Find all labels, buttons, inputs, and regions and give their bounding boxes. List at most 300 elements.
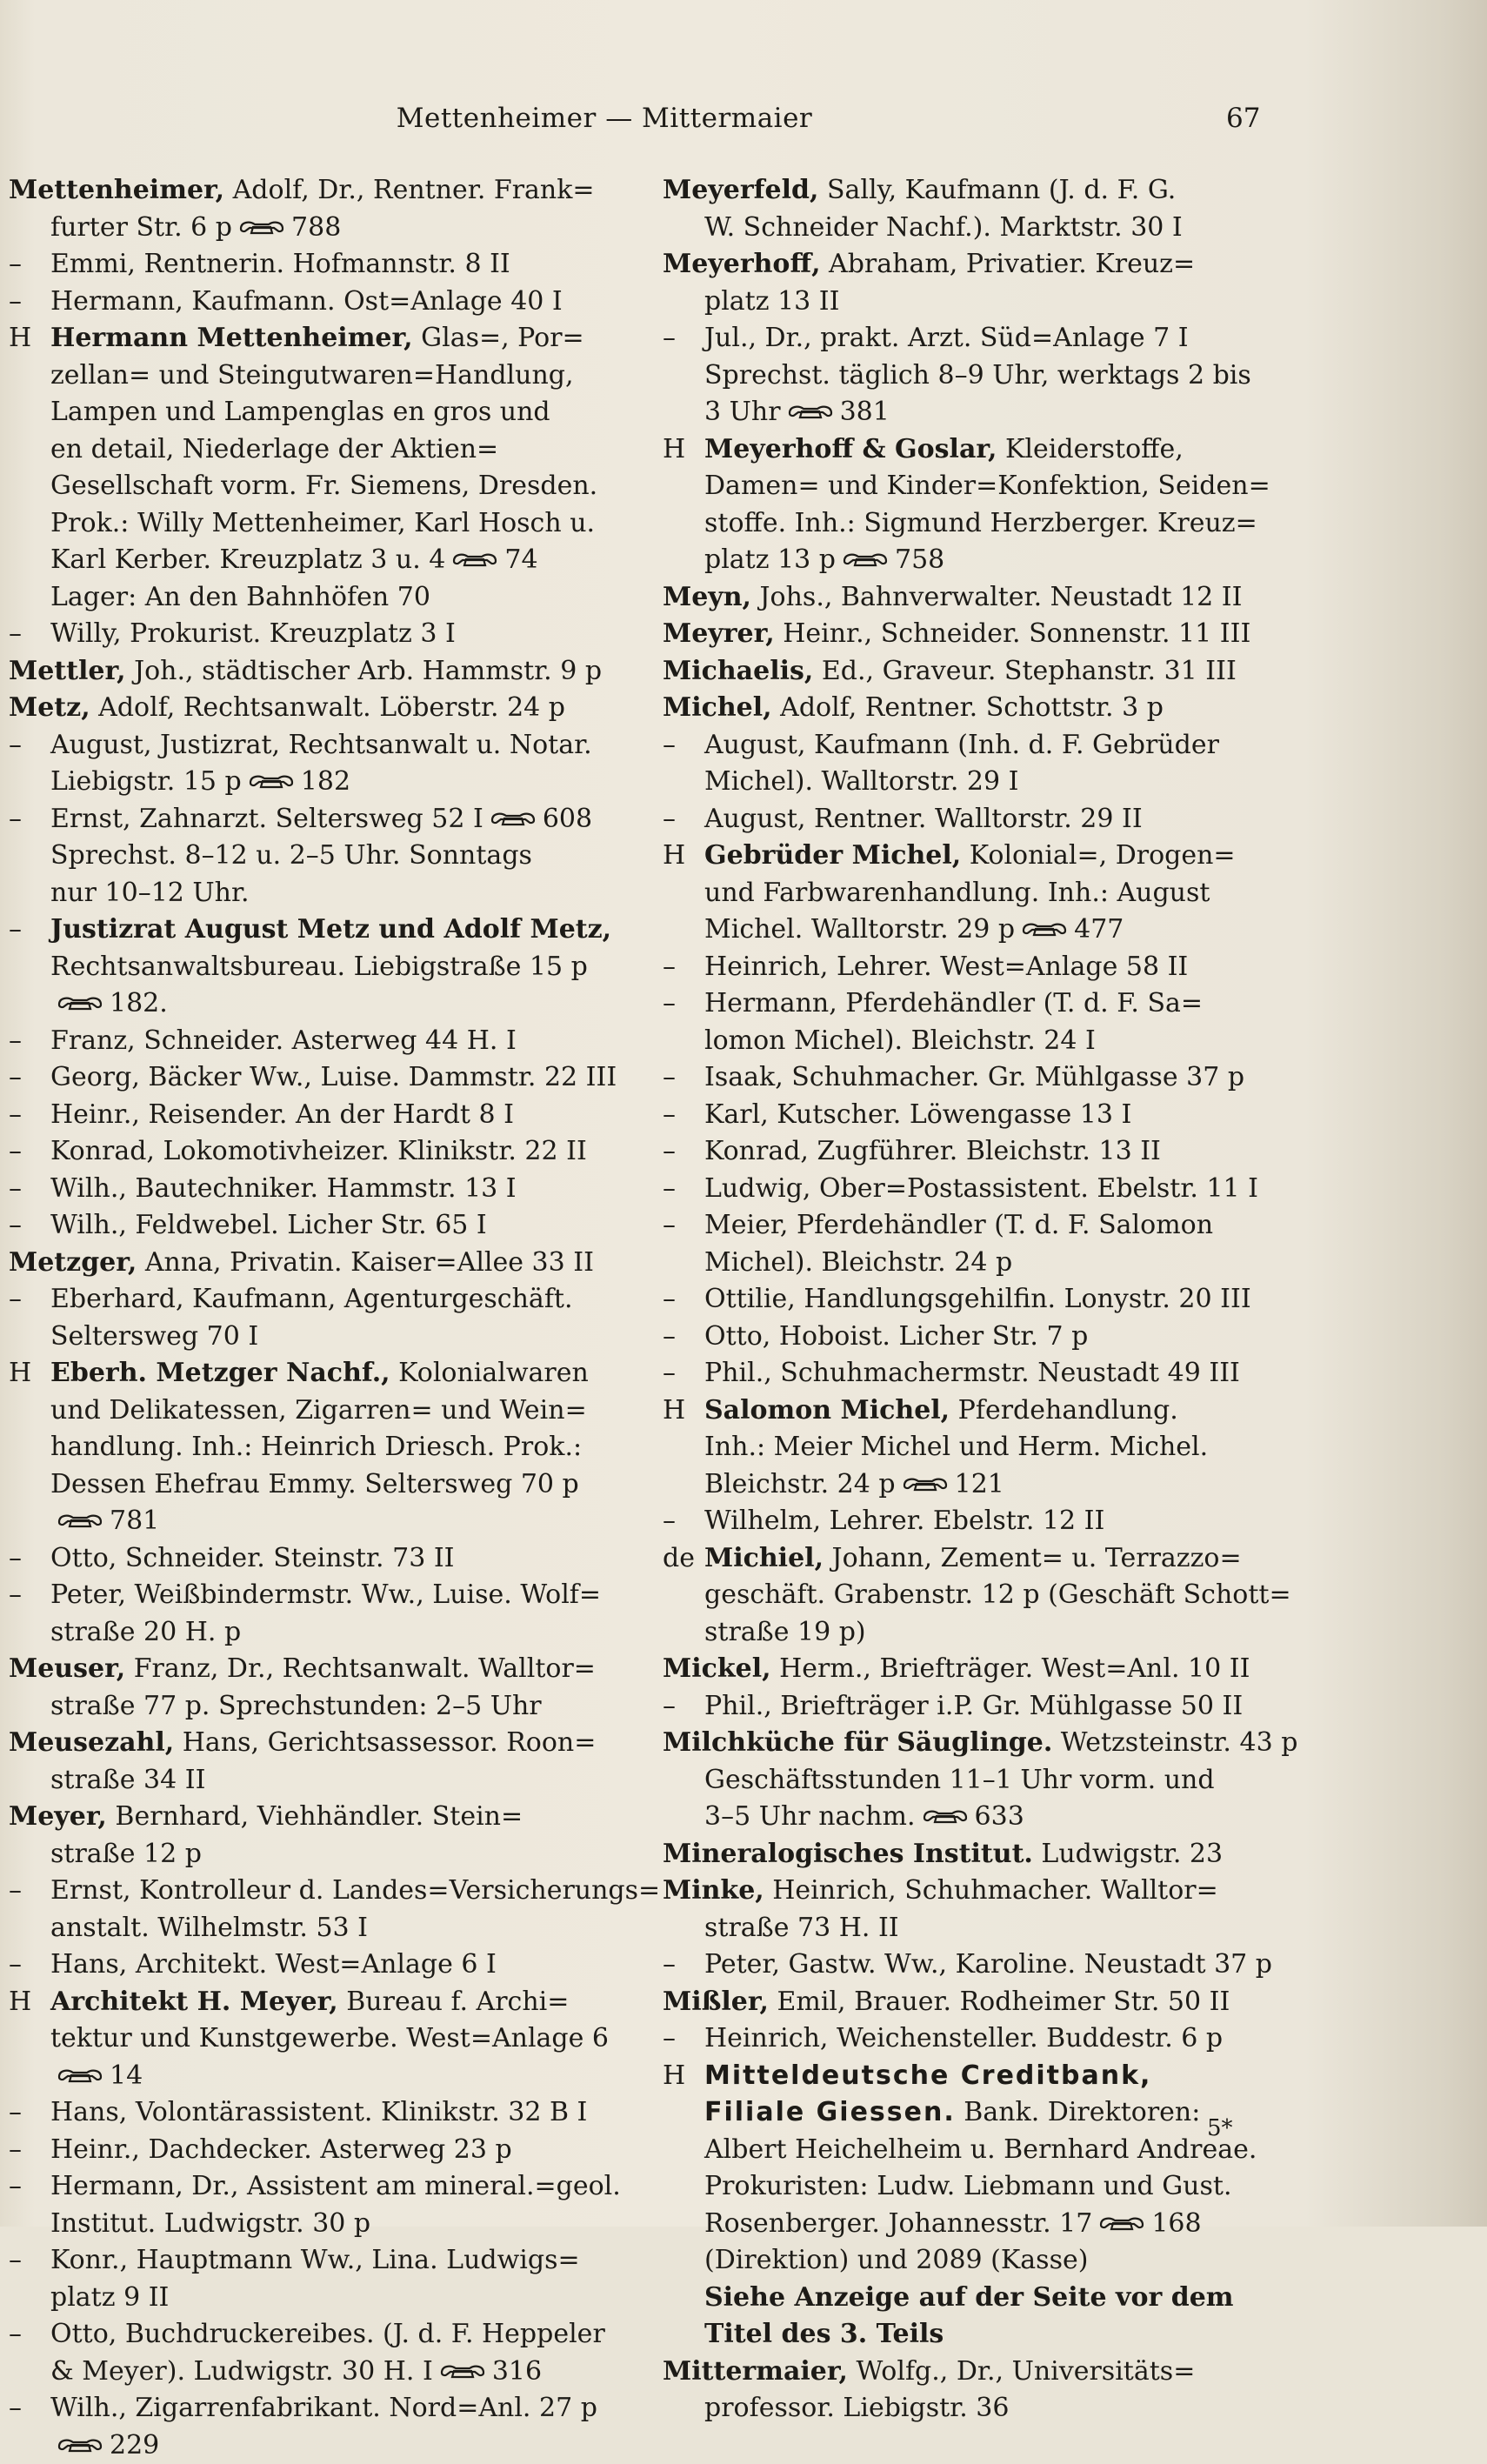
entry-text: zellan= und Steingutwaren=Handlung, [50, 360, 574, 391]
entry-text: straße 34 II [50, 1765, 205, 1795]
surname: Minke, [663, 1875, 764, 1906]
telephone-icon [1020, 920, 1069, 938]
directory-entry-line [663, 2354, 1271, 2391]
entry-text: Kolonialwaren [390, 1358, 589, 1388]
directory-entry-line [663, 394, 1271, 431]
directory-entry-line [663, 542, 1271, 579]
surname: Meusezahl, [9, 1727, 174, 1758]
entry-text: Ernst, Kontrolleur d. Landes=Versicherungs= [50, 1875, 660, 1906]
entry-text: Michel). Walltorstr. 29 I [704, 766, 1018, 797]
ditto-dash: – [663, 1059, 704, 1097]
surname: Mißler, [663, 1987, 769, 2017]
directory-entry-line [9, 1688, 617, 1726]
ditto-dash: – [663, 1503, 704, 1540]
entry-text: Adolf, Rentner. Schottstr. 3 p [772, 692, 1164, 723]
entry-text: lomon Michel). Bleichstr. 24 I [704, 1025, 1096, 1056]
phone-number: 381 [840, 397, 890, 427]
entry-text: straße 77 p. Sprechstunden: 2–5 Uhr [50, 1691, 542, 1721]
entry-text: straße 12 p [50, 1839, 202, 1869]
entry-text: August, Kaufmann (Inh. d. F. Gebrüder [704, 730, 1219, 760]
firm-name: Eberh. Metzger Nachf., [50, 1358, 390, 1388]
telephone-icon [56, 2067, 104, 2084]
entry-text: Adolf, Rechtsanwalt. Löberstr. 24 p [90, 692, 565, 723]
telephone-icon [56, 994, 104, 1012]
ditto-dash: – [9, 246, 50, 284]
entry-text: Willy, Prokurist. Kreuzplatz 3 I [50, 618, 456, 649]
entry-text: Emil, Brauer. Rodheimer Str. 50 II [769, 1987, 1230, 2017]
entry-text: platz 13 p [704, 544, 836, 575]
surname: Mittermaier, [663, 2356, 848, 2387]
directory-entry-line [663, 246, 1271, 284]
phone-number: 316 [492, 2356, 542, 2387]
entry-text: Wetzsteinstr. 43 p [1052, 1727, 1297, 1758]
firm-name: Siehe Anzeige auf der Seite vor dem [704, 2282, 1234, 2313]
entry-text: Rosenberger. Johannesstr. 17 [704, 2208, 1092, 2239]
directory-entry-line [9, 246, 617, 284]
directory-entry-line [663, 1392, 1271, 1430]
directory-entry-line [9, 1762, 617, 1800]
directory-entry-line [9, 431, 617, 469]
ditto-dash: – [663, 1097, 704, 1134]
entry-text: professor. Liebigstr. 36 [704, 2393, 1009, 2423]
directory-entry-line [663, 357, 1271, 395]
phone-number: 758 [895, 544, 944, 575]
entry-text: Konr., Hauptmann Ww., Lina. Ludwigs= [50, 2245, 580, 2275]
directory-entry-line [9, 727, 617, 765]
entry-text: Rechtsanwaltsbureau. Liebigstraße 15 p [50, 952, 588, 982]
surname: Michiel, [704, 1543, 824, 1573]
directory-entry-line [663, 690, 1271, 727]
entry-text: Pferdehandlung. [950, 1395, 1178, 1426]
directory-entry-line [663, 1023, 1271, 1060]
ditto-dash: – [9, 1023, 50, 1060]
phone-number: 477 [1074, 914, 1124, 945]
entry-text: Meier, Pferdehändler (T. d. F. Salomon [704, 1210, 1213, 1240]
telephone-icon [450, 551, 499, 568]
ditto-dash: – [9, 1171, 50, 1208]
telephone-icon [921, 1807, 970, 1825]
surname: Meyerfeld, [663, 175, 818, 205]
directory-entry-line [663, 2132, 1271, 2169]
entry-text: Franz, Dr., Rechtsanwalt. Walltor= [125, 1653, 596, 1684]
ditto-dash: – [9, 2390, 50, 2427]
directory-entry-line [9, 2020, 617, 2058]
directory-entry-line [663, 653, 1271, 691]
phone-number: 633 [975, 1801, 1024, 1832]
directory-entry-line [663, 1910, 1271, 1947]
directory-entry-line [9, 579, 617, 617]
directory-entry-line [9, 1725, 617, 1762]
firm-name: Hermann Mettenheimer, [50, 323, 413, 353]
entry-text: Ernst, Zahnarzt. Seltersweg 52 I [50, 804, 483, 834]
directory-entry-line [9, 616, 617, 653]
directory-entry-line [9, 1503, 617, 1540]
entry-text: und Delikatessen, Zigarren= und Wein= [50, 1395, 587, 1426]
entry-text: Liebigstr. 15 p [50, 766, 242, 797]
directory-entry-line [9, 1614, 617, 1652]
directory-entry-line [663, 911, 1271, 949]
directory-entry-line [663, 1651, 1271, 1688]
directory-entry-line [9, 320, 617, 357]
entry-text: Prok.: Willy Mettenheimer, Karl Hosch u. [50, 508, 595, 538]
directory-entry-line [9, 2168, 617, 2206]
phone-number: 74 [504, 544, 537, 575]
directory-entry-line [9, 801, 617, 838]
surname: Meyerhoff, [663, 249, 821, 279]
entry-text: Jul., Dr., prakt. Arzt. Süd=Anlage 7 I [704, 323, 1189, 353]
entry-text: handlung. Inh.: Heinrich Driesch. Prok.: [50, 1432, 582, 1462]
directory-entry-line [9, 1171, 617, 1208]
entry-text: anstalt. Wilhelmstr. 53 I [50, 1913, 368, 1943]
commercial-register-mark: H [9, 320, 50, 357]
entry-text: straße 20 H. p [50, 1617, 241, 1647]
entry-text: 229 [110, 2430, 159, 2461]
ditto-dash: – [9, 1577, 50, 1614]
entry-text: platz 9 II [50, 2282, 169, 2313]
surname: Meyrer, [663, 618, 775, 649]
directory-entry-line [9, 1319, 617, 1356]
surname: Mettler, [9, 656, 126, 686]
entry-text: furter Str. 6 p [50, 212, 232, 243]
page-number: 67 [1226, 103, 1260, 134]
directory-entry-line [663, 431, 1271, 469]
directory-entry-line [9, 1799, 617, 1836]
directory-entry-line [9, 2390, 617, 2427]
directory-entry-line [9, 2242, 617, 2280]
directory-entry-line [663, 1984, 1271, 2021]
ditto-dash: – [9, 1059, 50, 1097]
directory-entry-line [663, 2280, 1271, 2317]
entry-text: Hans, Gerichtsassessor. Roon= [174, 1727, 596, 1758]
ditto-dash: – [663, 320, 704, 357]
entry-text: nur 10–12 Uhr. [50, 878, 250, 908]
directory-entry-line [9, 1133, 617, 1171]
directory-entry-line [663, 505, 1271, 543]
ditto-dash: – [663, 1355, 704, 1392]
ditto-dash: – [9, 284, 50, 321]
entry-text: Sally, Kaufmann (J. d. F. G. [818, 175, 1176, 205]
phone-number: 182 [301, 766, 350, 797]
directory-entry-line [9, 1577, 617, 1614]
directory-entry-line [663, 1355, 1271, 1392]
entry-text: straße 19 p) [704, 1617, 866, 1647]
telephone-icon [786, 403, 835, 420]
directory-entry-line [9, 468, 617, 505]
telephone-icon [56, 2436, 104, 2454]
entry-text: Ludwigstr. 23 [1033, 1839, 1223, 1869]
ditto-dash: – [663, 801, 704, 838]
entry-text: Wilh., Zigarrenfabrikant. Nord=Anl. 27 p [50, 2393, 597, 2423]
entry-text: Heinr., Schneider. Sonnenstr. 11 III [775, 618, 1251, 649]
directory-entry-line [9, 838, 617, 875]
directory-entry-line [663, 210, 1271, 247]
directory-entry-line [9, 1059, 617, 1097]
entry-text: Ludwig, Ober=Postassistent. Ebelstr. 11 I [704, 1173, 1258, 1204]
ditto-dash: – [663, 985, 704, 1023]
entry-text: und Farbwarenhandlung. Inh.: August [704, 878, 1210, 908]
entry-text: Eberhard, Kaufmann, Agenturgeschäft. [50, 1284, 573, 1314]
entry-text: Ottilie, Handlungsgehilfin. Lonystr. 20 III [704, 1284, 1251, 1314]
entry-text: Wilhelm, Lehrer. Ebelstr. 12 II [704, 1506, 1104, 1536]
entry-text: Bleichstr. 24 p [704, 1469, 896, 1499]
entry-text: Otto, Hoboist. Licher Str. 7 p [704, 1321, 1088, 1352]
directory-entry-line [9, 1466, 617, 1504]
entry-text: Phil., Briefträger i.P. Gr. Mühlgasse 50 II [704, 1691, 1243, 1721]
directory-entry-line [9, 394, 617, 431]
directory-entry-line [9, 2427, 617, 2464]
telephone-icon [901, 1475, 950, 1492]
commercial-register-mark: H [663, 2058, 704, 2095]
directory-entry-line [663, 1614, 1271, 1652]
entry-text: Glas=, Por= [413, 323, 584, 353]
entry-text: straße 73 H. II [704, 1913, 899, 1943]
directory-entry-line [9, 1281, 617, 1319]
entry-text: Inh.: Meier Michel und Herm. Michel. [704, 1432, 1208, 1462]
entry-text: Peter, Gastw. Ww., Karoline. Neustadt 37 p [704, 1949, 1272, 1980]
entry-text: Prokuristen: Ludw. Liebmann und Gust. [704, 2171, 1231, 2201]
entry-text: Hermann, Pferdehändler (T. d. F. Sa= [704, 988, 1203, 1018]
surname: Mickel, [663, 1653, 771, 1684]
ditto-dash: – [9, 2132, 50, 2169]
directory-entry-line [9, 1651, 617, 1688]
entry-text: Bernhard, Viehhändler. Stein= [107, 1801, 523, 1832]
surname: Mettenheimer, [9, 175, 224, 205]
directory-entry-line [9, 2316, 617, 2354]
phone-number: 608 [543, 804, 592, 834]
entry-text: Hermann, Kaufmann. Ost=Anlage 40 I [50, 286, 563, 317]
directory-entry-line [663, 1762, 1271, 1800]
entry-text: Konrad, Zugführer. Bleichstr. 13 II [704, 1136, 1161, 1166]
entry-text: Heinrich, Schuhmacher. Walltor= [764, 1875, 1218, 1906]
commercial-register-mark: H [663, 838, 704, 875]
entry-text: Hermann, Dr., Assistent am mineral.=geol. [50, 2171, 621, 2201]
ditto-dash: – [9, 1946, 50, 1984]
entry-text: Institut. Ludwigstr. 30 p [50, 2208, 370, 2239]
directory-entry-line [663, 579, 1271, 617]
directory-entry-line [663, 1466, 1271, 1504]
surname: Meyer, [9, 1801, 107, 1832]
entry-text: Karl Kerber. Kreuzplatz 3 u. 4 [50, 544, 445, 575]
directory-entry-line [663, 172, 1271, 210]
entry-text: Phil., Schuhmachermstr. Neustadt 49 III [704, 1358, 1240, 1388]
directory-entry-line [9, 1392, 617, 1430]
ditto-dash: – [663, 1281, 704, 1319]
ditto-dash: – [9, 2242, 50, 2280]
directory-entry-line [663, 1503, 1271, 1540]
directory-entry-line [663, 764, 1271, 801]
directory-entry-line [663, 1097, 1271, 1134]
entry-text: Kleiderstoffe, [997, 434, 1183, 464]
entry-text: Dessen Ehefrau Emmy. Seltersweg 70 p [50, 1469, 579, 1499]
entry-text: platz 13 II [704, 286, 840, 317]
entry-text: Abraham, Privatier. Kreuz= [821, 249, 1196, 279]
directory-entry-line [9, 653, 617, 691]
entry-text: Otto, Schneider. Steinstr. 73 II [50, 1543, 455, 1573]
running-title: Mettenheimer — Mittermaier [387, 103, 822, 134]
surname: Meuser, [9, 1653, 125, 1684]
entry-text: Albert Heichelheim u. Bernhard Andreae. [704, 2134, 1257, 2165]
ditto-dash: – [9, 727, 50, 765]
directory-entry-line [663, 875, 1271, 912]
entry-text: Sprechst. 8–12 u. 2–5 Uhr. Sonntags [50, 840, 532, 871]
directory-entry-line [9, 1984, 617, 2021]
directory-entry-line [9, 985, 617, 1023]
bank-name: Mitteldeutsche Creditbank, [704, 2060, 1151, 2091]
ditto-dash: – [663, 1171, 704, 1208]
directory-entry-line [663, 2316, 1271, 2354]
directory-entry-line [9, 2132, 617, 2169]
directory-entry-line [663, 468, 1271, 505]
directory-entry-line [9, 875, 617, 912]
directory-entry-line [663, 2058, 1271, 2095]
ditto-dash: – [9, 801, 50, 838]
ditto-dash: – [663, 2020, 704, 2058]
entry-text: Heinr., Dachdecker. Asterweg 23 p [50, 2134, 512, 2165]
surname: Milchküche für Säuglinge. [663, 1727, 1052, 1758]
entry-text: 182. [110, 988, 168, 1018]
directory-entry-line [9, 2058, 617, 2095]
surname: Michel, [663, 692, 772, 723]
ditto-dash: – [9, 2094, 50, 2132]
directory-entry-line [663, 727, 1271, 765]
directory-entry-line [9, 1873, 617, 1910]
surname: Mineralogisches Institut. [663, 1839, 1033, 1869]
entry-text: 3 Uhr [704, 397, 781, 427]
entry-text: Gesellschaft vorm. Fr. Siemens, Dresden. [50, 471, 597, 501]
directory-entry-line [9, 284, 617, 321]
telephone-icon [237, 218, 286, 236]
directory-entry-line [663, 1133, 1271, 1171]
entry-text: geschäft. Grabenstr. 12 p (Geschäft Schott= [704, 1579, 1291, 1610]
firm-name: Justizrat August Metz und Adolf Metz, [50, 914, 611, 945]
telephone-icon [489, 810, 537, 827]
ditto-dash: – [663, 1133, 704, 1171]
directory-entry-line [9, 2206, 617, 2243]
directory-entry-line [663, 2242, 1271, 2280]
ditto-dash: – [9, 1207, 50, 1245]
right-column [663, 172, 1271, 2427]
entry-text: 14 [110, 2060, 143, 2091]
phone-number: 121 [955, 1469, 1004, 1499]
directory-entry-line [9, 1245, 617, 1282]
telephone-icon [56, 1512, 104, 1529]
firm-name: Gebrüder Michel, [704, 840, 961, 871]
directory-entry-line [663, 1207, 1271, 1245]
entry-text: 3–5 Uhr nachm. [704, 1801, 916, 1832]
entry-text: W. Schneider Nachf.). Marktstr. 30 I [704, 212, 1183, 243]
ditto-dash: – [9, 1873, 50, 1910]
phone-number: 788 [291, 212, 341, 243]
entry-text: Emmi, Rentnerin. Hofmannstr. 8 II [50, 249, 510, 279]
directory-entry-line [663, 1540, 1271, 1578]
entry-text: Geschäftsstunden 11–1 Uhr vorm. und [704, 1765, 1215, 1795]
entry-text: Isaak, Schuhmacher. Gr. Mühlgasse 37 p [704, 1062, 1244, 1092]
directory-entry-line [663, 2094, 1271, 2132]
surname: Meyn, [663, 582, 751, 612]
directory-entry-line [663, 1577, 1271, 1614]
directory-entry-line [663, 838, 1271, 875]
entry-text: Lampen und Lampenglas en gros und [50, 397, 550, 427]
entry-text: August, Justizrat, Rechtsanwalt u. Notar. [50, 730, 592, 760]
ditto-dash: – [9, 2168, 50, 2206]
directory-entry-line [9, 172, 617, 210]
ditto-dash: – [663, 1688, 704, 1726]
entry-text: Franz, Schneider. Asterweg 44 H. I [50, 1025, 517, 1056]
directory-entry-line [9, 690, 617, 727]
entry-text: Damen= und Kinder=Konfektion, Seiden= [704, 471, 1270, 501]
directory-entry-line [663, 284, 1271, 321]
directory-entry-line [663, 320, 1271, 357]
entry-text: Georg, Bäcker Ww., Luise. Dammstr. 22 III [50, 1062, 617, 1092]
telephone-icon [1097, 2214, 1146, 2232]
entry-text: Heinr., Reisender. An der Hardt 8 I [50, 1099, 514, 1130]
entry-text: August, Rentner. Walltorstr. 29 II [704, 804, 1143, 834]
entry-text: Sprechst. täglich 8–9 Uhr, werktags 2 bis [704, 360, 1251, 391]
firm-name: Architekt H. Meyer, [50, 1987, 338, 2017]
directory-entry-line [663, 1725, 1271, 1762]
ditto-dash: – [663, 949, 704, 986]
directory-entry-line [9, 764, 617, 801]
commercial-register-mark: H [9, 1355, 50, 1392]
entry-text: Ed., Graveur. Stephanstr. 31 III [813, 656, 1237, 686]
entry-text: Lager: An den Bahnhöfen 70 [50, 582, 430, 612]
left-column [9, 172, 617, 2464]
bank-name: Filiale Giessen. [704, 2097, 956, 2127]
entry-text: Anna, Privatin. Kaiser=Allee 33 II [137, 1247, 594, 1278]
telephone-icon [438, 2362, 487, 2380]
directory-entry-line [663, 1836, 1271, 1873]
entry-text: Hans, Architekt. West=Anlage 6 I [50, 1949, 497, 1980]
ditto-dash: – [9, 1097, 50, 1134]
directory-entry-line [9, 542, 617, 579]
directory-entry-line [9, 210, 617, 247]
entry-text: Wilh., Bautechniker. Hammstr. 13 I [50, 1173, 517, 1204]
directory-entry-line [663, 1946, 1271, 1984]
entry-text: Michel). Bleichstr. 24 p [704, 1247, 1012, 1278]
directory-entry-line [9, 911, 617, 949]
entry-text: Kolonial=, Drogen= [961, 840, 1235, 871]
entry-text: Johs., Bahnverwalter. Neustadt 12 II [751, 582, 1243, 612]
directory-entry-line [663, 616, 1271, 653]
ditto-dash: – [9, 1540, 50, 1578]
entry-text: Wilh., Feldwebel. Licher Str. 65 I [50, 1210, 487, 1240]
directory-entry-line [663, 1059, 1271, 1097]
entry-text: Bank. Direktoren: [956, 2097, 1201, 2127]
telephone-icon [247, 772, 296, 790]
entry-text: Peter, Weißbindermstr. Ww., Luise. Wolf= [50, 1579, 601, 1610]
entry-text: Heinrich, Weichensteller. Buddestr. 6 p [704, 2023, 1223, 2053]
ditto-dash: – [9, 2316, 50, 2354]
entry-text: Seltersweg 70 I [50, 1321, 258, 1352]
name-particle: de [663, 1540, 704, 1578]
directory-entry-line [663, 2390, 1271, 2427]
commercial-register-mark: H [9, 1984, 50, 2021]
surname: Michaelis, [663, 656, 813, 686]
directory-entry-line [663, 985, 1271, 1023]
directory-entry-line [663, 2168, 1271, 2206]
entry-text: Hans, Volontärassistent. Klinikstr. 32 B I [50, 2097, 587, 2127]
entry-text: (Direktion) und 2089 (Kasse) [704, 2245, 1088, 2275]
directory-entry-line [9, 1429, 617, 1466]
page-header [0, 103, 1487, 155]
entry-text: en detail, Niederlage der Aktien= [50, 434, 498, 464]
directory-entry-line [663, 1799, 1271, 1836]
directory-entry-line [663, 1873, 1271, 1910]
entry-text: 781 [110, 1506, 159, 1536]
directory-entry-line [663, 949, 1271, 986]
directory-entry-line [9, 2354, 617, 2391]
surname: Metz, [9, 692, 90, 723]
